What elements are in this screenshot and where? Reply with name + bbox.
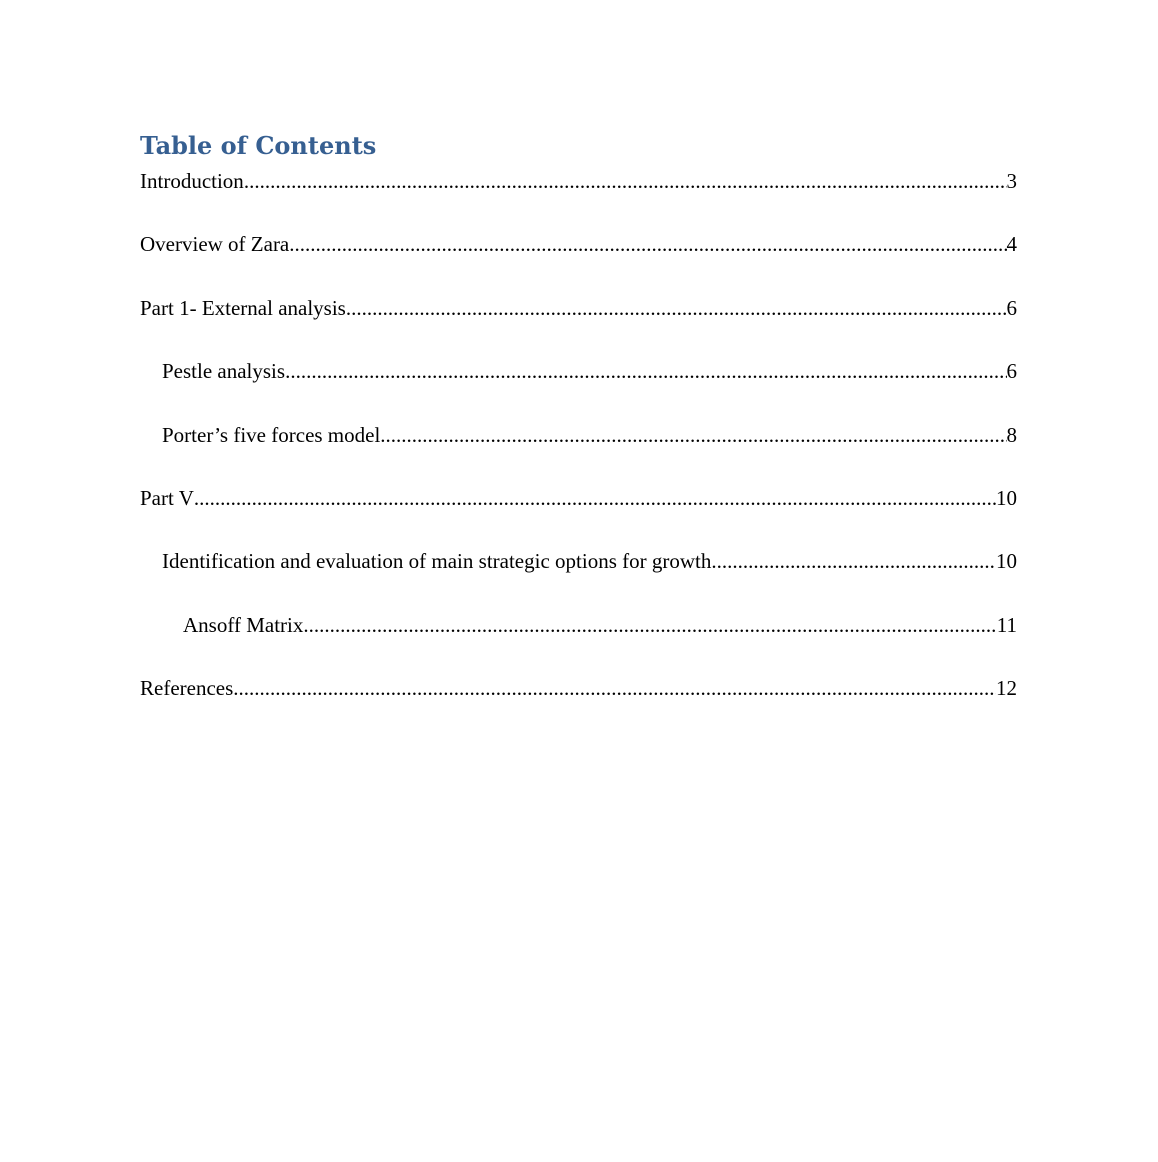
toc-entry-part-v[interactable] [140, 483, 1017, 546]
toc-entry-external-analysis[interactable] [140, 293, 1017, 356]
toc-entry-page: 3 [1006, 169, 1017, 193]
toc-entry-label: Ansoff Matrix [183, 612, 304, 637]
toc-entry-references[interactable] [140, 673, 1017, 736]
toc-entry-page: 10 [996, 549, 1017, 574]
toc-dot-leader [380, 420, 1006, 450]
toc-entry-overview-of-zara[interactable] [140, 229, 1017, 292]
toc-entry-label: Pestle analysis [162, 359, 286, 384]
toc-entry-label: Part V [140, 485, 194, 510]
toc-entry-page: 11 [996, 612, 1017, 637]
toc-entry-strategic-options[interactable] [140, 546, 1017, 609]
toc-entry-label: Introduction [140, 169, 244, 193]
toc-dot-leader [233, 673, 996, 703]
toc-entry-ansoff-matrix[interactable] [140, 610, 1017, 673]
toc-entry-page: 6 [1006, 295, 1017, 320]
toc-dot-leader [289, 229, 1006, 259]
toc-entry-label: Part 1- External analysis [140, 295, 346, 320]
toc-dot-leader [285, 356, 1006, 386]
toc-dot-leader [244, 166, 1007, 196]
toc-entry-porters-five-forces[interactable] [140, 420, 1017, 483]
toc-entry-label: Porter’s five forces model [162, 422, 381, 447]
toc-dot-leader [194, 483, 996, 513]
toc-entry-page: 6 [1006, 359, 1017, 384]
toc-dot-leader [303, 610, 996, 640]
toc-entry-page: 10 [996, 485, 1017, 510]
toc-entry-page: 12 [996, 676, 1017, 701]
toc-title: Table of Contents [140, 131, 377, 160]
toc-entry-label: Identification and evaluation of main strategic options for growth [162, 549, 712, 574]
toc-entry-label: References [140, 676, 234, 701]
toc-entry-page: 8 [1006, 422, 1017, 447]
toc-list [140, 166, 1017, 737]
toc-dot-leader [346, 293, 1007, 323]
toc-entry-introduction[interactable] [140, 166, 1017, 229]
toc-dot-leader [711, 546, 996, 576]
toc-entry-pestle-analysis[interactable] [140, 356, 1017, 419]
toc-entry-page: 4 [1006, 232, 1017, 257]
toc-entry-label: Overview of Zara [140, 232, 290, 257]
